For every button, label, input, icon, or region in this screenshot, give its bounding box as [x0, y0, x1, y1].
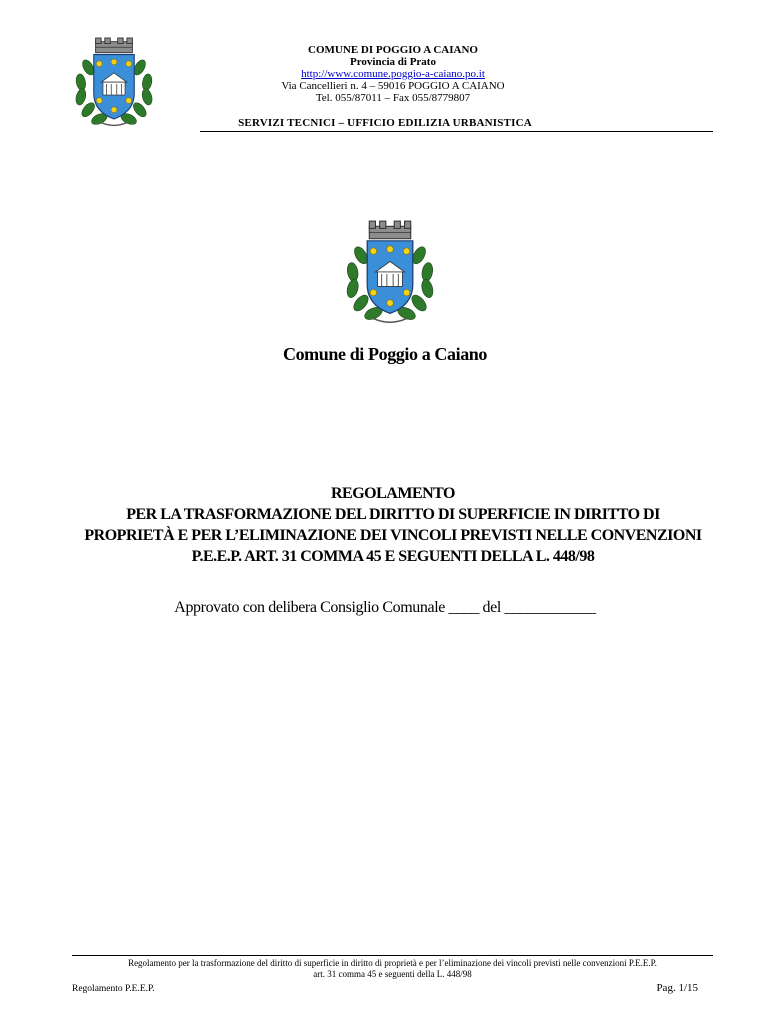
- regulation-title-line: REGOLAMENTO: [331, 485, 455, 502]
- comune-title: Comune di Poggio a Caiano: [282, 344, 488, 364]
- regulation-title-line: P.E.E.P. ART. 31 COMMA 45 E SEGUENTI DELLA L. 448/98: [191, 548, 595, 565]
- footer-divider: [72, 955, 713, 956]
- department-name: SERVIZI TECNICI – UFFICIO EDILIZIA URBANISTICA: [238, 117, 532, 129]
- phone-fax: Tel. 055/87011 – Fax 055/8779807: [315, 92, 471, 104]
- footer-note: [72, 958, 713, 980]
- approval-line: Approvato con delibera Consiglio Comunale ____ del ____________: [174, 599, 596, 616]
- address: Via Cancellieri n. 4 – 59016 POGGIO A CAIANO: [281, 80, 505, 92]
- ribbon: [373, 319, 406, 323]
- crown: [96, 38, 133, 53]
- regulation-title-line: PROPRIETÀ E PER L’ELIMINAZIONE DEI VINCOLI PREVISTI NELLE CONVENZIONI: [84, 527, 702, 544]
- header-divider: [200, 131, 713, 132]
- letterhead: [230, 44, 556, 104]
- municipality-name: COMUNE DI POGGIO A CAIANO: [308, 44, 478, 56]
- crown: [369, 221, 410, 239]
- website-link[interactable]: http://www.comune.poggio-a-caiano.po.it: [301, 68, 485, 80]
- footer-note-line: Regolamento per la trasformazione del diritto di superficie in diritto di proprietà e per l’eliminazione dei vincoli previsti nelle convenzioni P.E.E.P.: [128, 958, 657, 968]
- regulation-title: [40, 483, 746, 567]
- province-name: Provincia di Prato: [350, 56, 436, 68]
- page-number: Pag. 1/15: [656, 982, 698, 994]
- footer-note-line: art. 31 comma 45 e seguenti della L. 448/98: [313, 969, 472, 979]
- regulation-title-line: PER LA TRASFORMAZIONE DEL DIRITTO DI SUPERFICIE IN DIRITTO DI: [126, 506, 660, 523]
- footer-document-label: Regolamento P.E.E.P.: [72, 984, 155, 994]
- center-coat-of-arms-icon: [338, 218, 442, 330]
